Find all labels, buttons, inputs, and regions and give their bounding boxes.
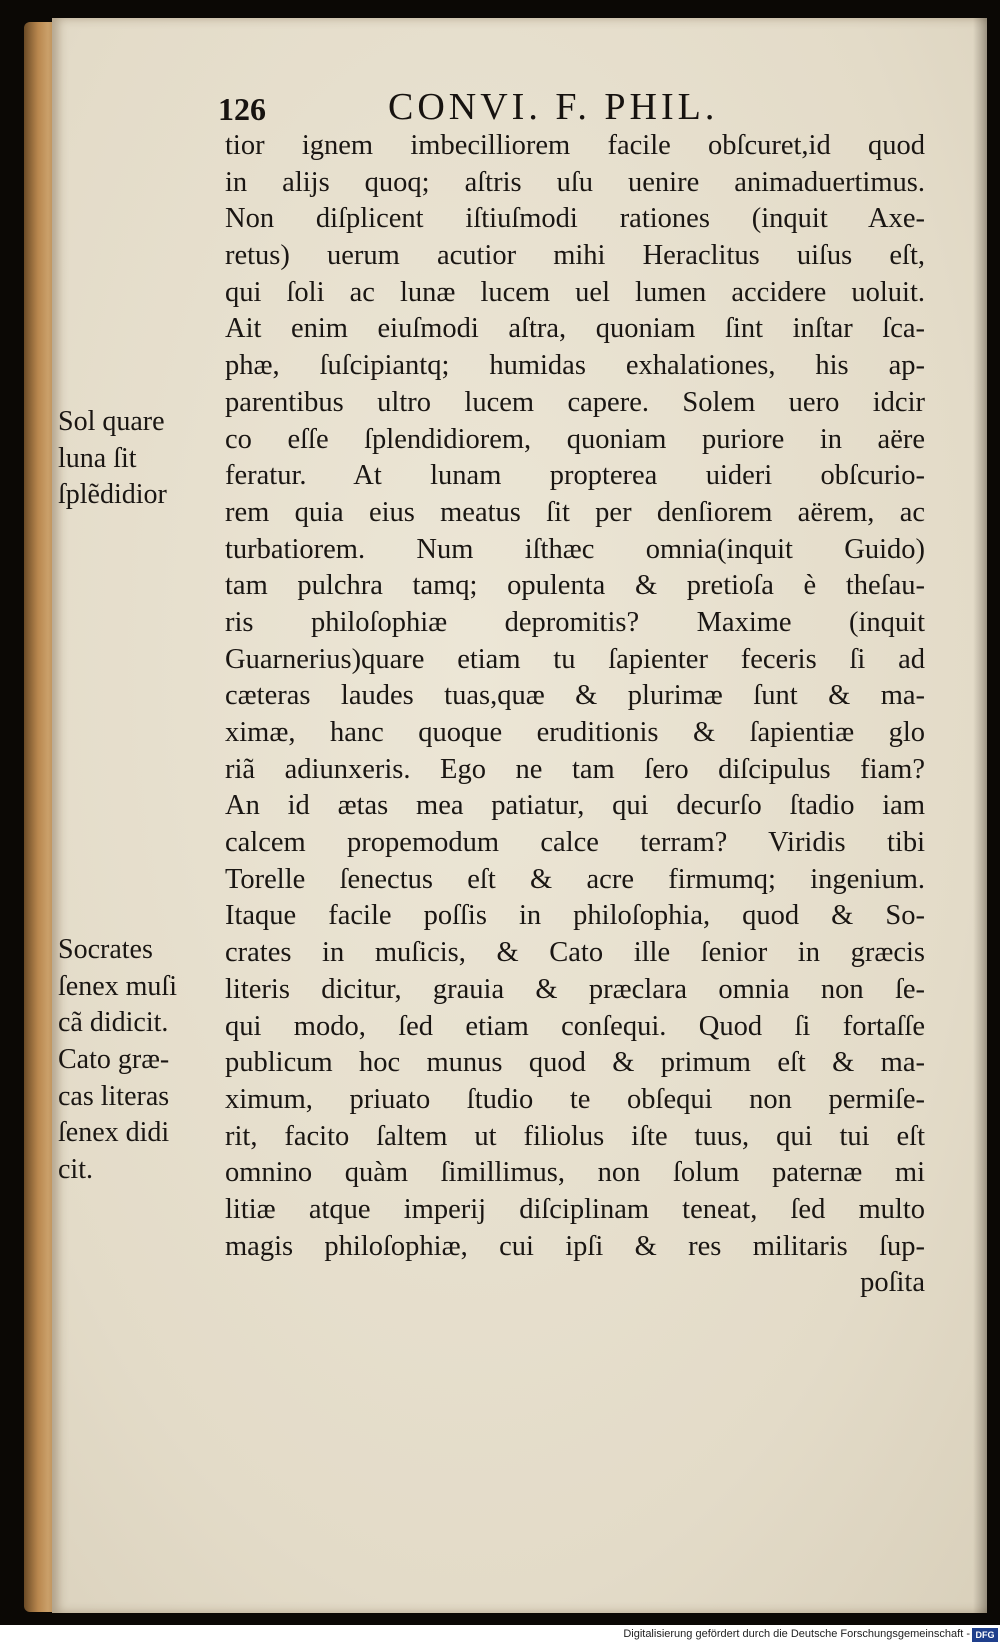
text-line: tam pulchra tamq; opulenta & pretioſa è theſau- (225, 570, 925, 602)
text-line: tior ignem imbecilliorem facile obſcuret,id quod (225, 130, 925, 161)
text-line: Non diſplicent iſtiuſmodi rationes (inquit Axe- (225, 203, 925, 235)
text-line: qui ſoli ac lunæ lucem uel lumen accidere uoluit. (225, 276, 925, 308)
gutter-shadow (973, 18, 987, 1613)
marginal-note-line: ſenex didi (58, 1117, 170, 1149)
text-line: retus) uerum acutior mihi Heraclitus uiſus eſt, (225, 240, 925, 272)
text-line: co eſſe ſplendidiorem, quoniam puriore in aëre (225, 423, 925, 455)
text-line: omnino quàm ſimillimus, non ſolum paternæ mi (225, 1157, 925, 1189)
marginal-note-line: ſenex muſi (58, 970, 177, 1002)
text-line: Ait enim eiuſmodi aſtra, quoniam ſint inſtar ſca- (225, 313, 925, 345)
text-line: literis dicitur, grauia & præclara omnia non ſe- (225, 973, 925, 1005)
text-line: phæ, ſuſcipiantq; humidas exhalationes, his ap- (225, 350, 925, 382)
running-head: CONVI. F. PHIL. (388, 86, 719, 128)
text-line: parentibus ultro lucem capere. Solem uero idcir (225, 386, 925, 418)
text-line: publicum hoc munus quod & primum eſt & ma- (225, 1047, 925, 1079)
text-line: Itaque facile poſſis in philoſophia, quod & So- (225, 900, 925, 932)
text-line: poſita (860, 1267, 925, 1299)
marginal-note-line: Sol quare (58, 406, 165, 437)
marginal-note-line: cã didicit. (58, 1007, 169, 1039)
text-line: ximum, priuato ſtudio te obſequi non permiſe- (225, 1083, 925, 1115)
text-line: qui modo, ſed etiam conſequi. Quod ſi fortaſſe (225, 1010, 925, 1042)
marginal-note-line: Cato græ- (58, 1044, 170, 1076)
text-line: cæteras laudes tuas,quæ & plurimæ ſunt & ma- (225, 680, 925, 712)
page-number: 126 (218, 91, 266, 127)
text-line: calcem propemodum calce terram? Viridis tibi (225, 827, 925, 859)
text-line: An id ætas mea patiatur, qui decurſo ſtadio iam (225, 790, 925, 822)
body-text (225, 128, 925, 1302)
text-line: riã adiunxeris. Ego ne tam ſero diſcipulus fiam? (225, 753, 925, 785)
text-line: ris philoſophiæ depromitis? Maxime (inquit (225, 606, 925, 638)
text-line: magis philoſophiæ, cui ipſi & res militaris ſup- (225, 1230, 925, 1262)
marginal-note-line: cit. (58, 1154, 93, 1186)
text-line: in alijs quoq; aſtris uſu uenire animaduertimus. (225, 166, 925, 198)
text-line: rem quia eius meatus ſit per denſiorem aërem, ac (225, 496, 925, 528)
text-line: turbatiorem. Num iſthæc omnia(inquit Guido) (225, 533, 925, 565)
dfg-logo: DFG (972, 1628, 998, 1642)
marginal-note-line: Socrates (58, 934, 153, 965)
marginal-note-line: cas literas (58, 1080, 170, 1112)
marginal-note-socrates-cato (58, 932, 218, 1189)
text-line: feratur. At lunam propterea uideri obſcurio- (225, 460, 925, 492)
marginal-note-sol-luna (58, 404, 218, 514)
text-line: crates in muſicis, & Cato ille ſenior in græcis (225, 937, 925, 969)
text-line: litiæ atque imperij diſciplinam teneat, ſed multo (225, 1193, 925, 1225)
text-line: ximæ, hanc quoque eruditionis & ſapientiæ glo (225, 717, 925, 748)
footer-credit: Digitalisierung gefördert durch die Deutsche Forschungsgemeinschaft - (623, 1628, 970, 1640)
text-line: rit, facito ſaltem ut filiolus iſte tuus, qui tui eſt (225, 1120, 925, 1152)
marginal-note-line: ſplẽdidior (58, 479, 167, 511)
marginal-note-line: luna ſit (58, 442, 137, 474)
footer-bar (0, 1625, 1000, 1647)
text-line: Guarnerius)quare etiam tu ſapienter feceris ſi ad (225, 643, 925, 675)
text-line: Torelle ſenectus eſt & acre firmumq; ingenium. (225, 863, 925, 895)
